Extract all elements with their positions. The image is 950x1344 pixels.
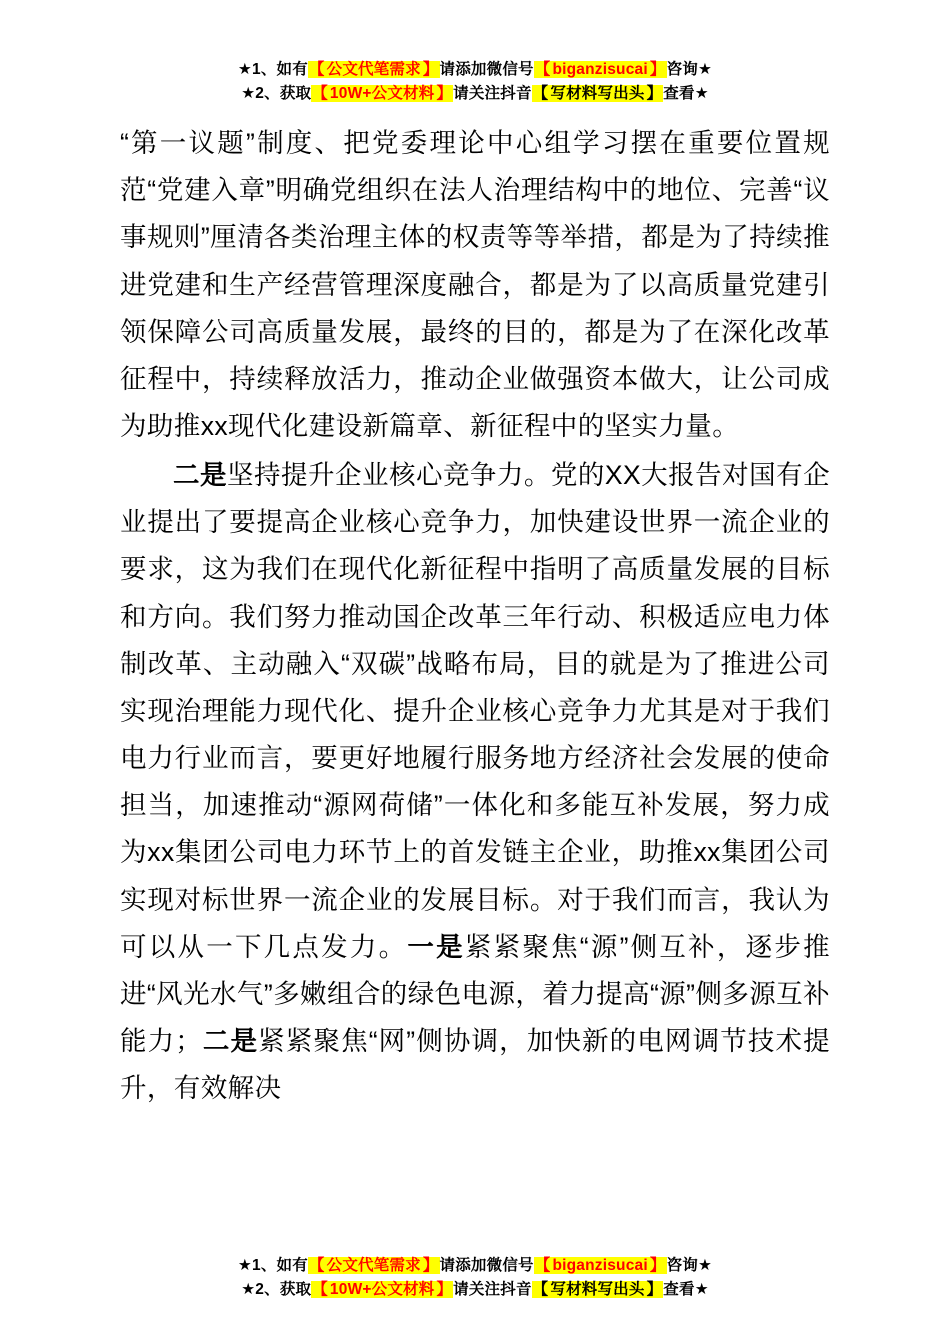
document-body [120, 120, 830, 1112]
promo-b-line1-bracket-close: 】 [422, 1256, 439, 1274]
promo-banner-bottom [0, 1254, 950, 1302]
promo-line1-mid: 请添加微信号 [439, 61, 534, 78]
promo-line2-bracket-open: 【 [312, 85, 328, 103]
promo-b-line1-bracket2-open: 【 [534, 1256, 551, 1274]
promo-b-line2-mid: 请关注抖音 [453, 1280, 532, 1298]
promo-line1-suffix: 咨询 [666, 61, 698, 78]
paragraph-2-text-1: 坚持提升企业核心竞争力。党的XX大报告对国有企业提出了要提高企业核心竞争力，加快建设世界一流企业的要求，这为我们在现代化新征程中指明了高质量发展的目标和方向。我们努力推动国企改革三年行动、积极适应电力体制改革、主动融入“双碳”战略布局，目的就是为了推进公司实现治理能力现代化、提升企业核心竞争力尤其是对于我们电力行业而言，要更好地履行服务地方经济社会发展的使命担当，加速推动“源网荷储”一体化和多能互补发展，努力成为xx集团公司电力环节上的首发链主企业，助推xx集团公司实现对标世界一流企业的发展目标。对于我们而言，我认为可以从一下几点发力。 [120, 460, 830, 962]
star-left-icon-2: ★ [241, 85, 256, 103]
promo-b-line1-prefix: 1、如有 [252, 1256, 308, 1274]
star-right-icon: ★ [697, 61, 713, 78]
paragraph-1: “第一议题”制度、把党委理论中心组学习摆在重要位置规范“党建入章”明确党组织在法人治理结构中的地位、完善“议事规则”厘清各类治理主体的权责等等举措，都是为了持续推进党建和生产经营管理深度融合，都是为了以高质量党建引领保障公司高质量发展，最终的目的，都是为了在深化改革征程中，持续释放活力，推动企业做强资本做大，让公司成为助推xx现代化建设新篇章、新征程中的坚实力量。 [120, 128, 830, 441]
promo-line2-prefix: 2、获取 [255, 85, 312, 103]
promo-line2-bracket-close: 】 [436, 85, 453, 103]
promo-banner-top [120, 58, 830, 106]
promo-b-line2-prefix: 2、获取 [255, 1280, 312, 1298]
star-left-icon: ★ [237, 61, 252, 78]
promo-line1-prefix: 1、如有 [252, 61, 308, 78]
promo-b-line1-mid: 请添加微信号 [439, 1256, 534, 1274]
promo-line2-highlight-1: 10W+公文材料 [329, 85, 435, 103]
promo-line1-highlight-1: 公文代笔需求 [326, 61, 421, 78]
star-right-icon-2: ★ [694, 85, 709, 103]
promo-banner-bottom-line-2 [0, 1278, 950, 1302]
promo-line2-highlight-2: 写材料写出头 [550, 85, 645, 103]
promo-b-line2-bracket-open: 【 [312, 1280, 328, 1298]
promo-b-line2-highlight-1: 10W+公文材料 [329, 1280, 435, 1298]
promo-b-line2-bracket2-open: 【 [532, 1280, 549, 1298]
promo-line2-mid: 请关注抖音 [453, 85, 532, 103]
promo-line1-bracket-close: 】 [422, 61, 439, 78]
promo-b-line1-suffix: 咨询 [666, 1256, 698, 1274]
star-right-icon-3: ★ [697, 1256, 713, 1274]
promo-line1-bracket-open: 【 [308, 61, 325, 78]
star-right-icon-4: ★ [694, 1280, 709, 1298]
promo-b-line1-highlight-1: 公文代笔需求 [326, 1256, 421, 1274]
promo-line1-highlight-2: biganzisucai [552, 61, 648, 78]
promo-banner-top-line-1 [120, 58, 830, 82]
paragraph-2-lead-2: 一是 [407, 931, 465, 962]
promo-banner-top-line-2 [120, 82, 830, 106]
paragraph-2-lead-3: 二是 [202, 1026, 259, 1056]
star-left-icon-3: ★ [237, 1256, 252, 1274]
promo-b-line1-highlight-2: biganzisucai [552, 1256, 648, 1274]
paragraph-2-lead: 二是 [173, 460, 227, 491]
promo-b-line2-highlight-2: 写材料写出头 [550, 1280, 645, 1298]
promo-line2-bracket2-open: 【 [532, 85, 549, 103]
promo-b-line1-bracket2-close: 】 [649, 1256, 666, 1274]
promo-b-line2-bracket-close: 】 [436, 1280, 453, 1298]
promo-b-line2-suffix: 查看 [663, 1280, 695, 1298]
promo-line1-bracket2-open: 【 [534, 61, 551, 78]
promo-line2-suffix: 查看 [663, 85, 695, 103]
promo-b-line2-bracket2-close: 】 [646, 1280, 663, 1298]
promo-line2-bracket2-close: 】 [646, 85, 663, 103]
paragraph-2 [120, 452, 830, 1112]
star-left-icon-4: ★ [241, 1280, 256, 1298]
promo-banner-bottom-line-1 [0, 1254, 950, 1278]
promo-line1-bracket2-close: 】 [649, 61, 666, 78]
promo-b-line1-bracket-open: 【 [308, 1256, 325, 1274]
paragraph-2-text-2: 紧紧聚焦“源”侧互补，逐步推进“风光水气”多嫩组合的绿色电源，着力提高“源”侧多源互补能力； [120, 931, 830, 1056]
paragraph-2-text-3: 紧紧聚焦“网”侧协调，加快新的电网调节技术提升，有效解决 [120, 1026, 830, 1104]
